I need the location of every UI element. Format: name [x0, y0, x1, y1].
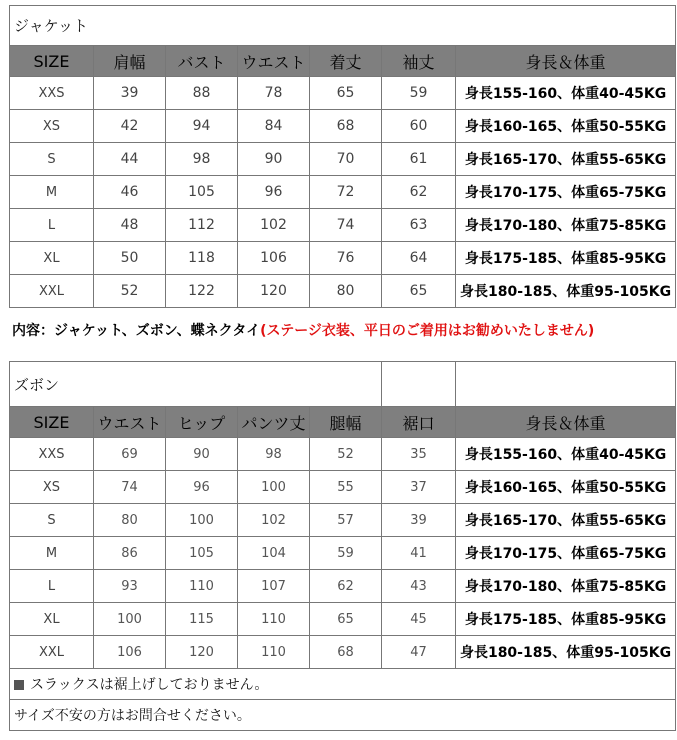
pants-header-row: [10, 407, 676, 438]
thigh-cell: 65: [310, 603, 382, 636]
waist-cell: 80: [94, 504, 166, 537]
shoulder-cell: 39: [94, 77, 166, 110]
shoulder-cell: 48: [94, 209, 166, 242]
hip-cell: 105: [166, 537, 238, 570]
hip-cell: 115: [166, 603, 238, 636]
waist-cell: 106: [94, 636, 166, 669]
table-row: [10, 603, 676, 636]
jacket-header-bust: バスト: [166, 46, 238, 77]
length-cell: 72: [310, 176, 382, 209]
pants-length-cell: 107: [238, 570, 310, 603]
waist-cell: 93: [94, 570, 166, 603]
thigh-cell: 62: [310, 570, 382, 603]
pants-header-hip: ヒップ: [166, 407, 238, 438]
waist-cell: 78: [238, 77, 310, 110]
hip-cell: 100: [166, 504, 238, 537]
pants-size-table: [9, 361, 676, 731]
pants-title-blank-cell: [456, 362, 676, 407]
table-row: [10, 143, 676, 176]
jacket-header-height-weight: 身長＆体重: [456, 46, 676, 77]
table-row: [10, 242, 676, 275]
hip-cell: 110: [166, 570, 238, 603]
size-cell: XXL: [10, 636, 94, 669]
height-weight-cell: 身長155-160、体重40-45KG: [456, 77, 676, 110]
sleeve-cell: 62: [382, 176, 456, 209]
size-cell: XXS: [10, 438, 94, 471]
height-weight-cell: 身長170-180、体重75-85KG: [456, 209, 676, 242]
height-weight-cell: 身長175-185、体重85-95KG: [456, 242, 676, 275]
jacket-header-sleeve: 袖丈: [382, 46, 456, 77]
pants-length-cell: 102: [238, 504, 310, 537]
jacket-header-length: 着丈: [310, 46, 382, 77]
hem-cell: 45: [382, 603, 456, 636]
bust-cell: 88: [166, 77, 238, 110]
table-row: [10, 110, 676, 143]
hip-cell: 90: [166, 438, 238, 471]
table-row: [10, 209, 676, 242]
waist-cell: 90: [238, 143, 310, 176]
bust-cell: 122: [166, 275, 238, 308]
hem-cell: 47: [382, 636, 456, 669]
size-cell: M: [10, 176, 94, 209]
shoulder-cell: 42: [94, 110, 166, 143]
size-cell: XL: [10, 603, 94, 636]
pants-header-thigh: 腿幅: [310, 407, 382, 438]
hip-cell: 96: [166, 471, 238, 504]
size-cell: S: [10, 143, 94, 176]
height-weight-cell: 身長170-175、体重65-75KG: [456, 537, 676, 570]
height-weight-cell: 身長175-185、体重85-95KG: [456, 603, 676, 636]
shoulder-cell: 50: [94, 242, 166, 275]
stage-warning-text: (ステージ衣装、平日のご着用はお勧めいたしません): [260, 323, 595, 339]
size-cell: XS: [10, 110, 94, 143]
thigh-cell: 68: [310, 636, 382, 669]
jacket-title: ジャケット: [10, 6, 676, 46]
table-row: [10, 570, 676, 603]
sleeve-cell: 61: [382, 143, 456, 176]
square-bullet-icon: [14, 680, 24, 690]
waist-cell: 86: [94, 537, 166, 570]
waist-cell: 96: [238, 176, 310, 209]
jacket-size-table: [9, 5, 676, 308]
sleeve-cell: 65: [382, 275, 456, 308]
height-weight-cell: 身長160-165、体重50-55KG: [456, 110, 676, 143]
pants-length-cell: 110: [238, 636, 310, 669]
height-weight-cell: 身長180-185、体重95-105KG: [456, 636, 676, 669]
hem-cell: 43: [382, 570, 456, 603]
pants-title-blank-cell: [382, 362, 456, 407]
length-cell: 65: [310, 77, 382, 110]
height-weight-cell: 身長160-165、体重50-55KG: [456, 471, 676, 504]
height-weight-cell: 身長170-180、体重75-85KG: [456, 570, 676, 603]
pants-length-cell: 104: [238, 537, 310, 570]
contents-note: [12, 320, 672, 340]
height-weight-cell: 身長155-160、体重40-45KG: [456, 438, 676, 471]
table-row: [10, 537, 676, 570]
shoulder-cell: 44: [94, 143, 166, 176]
hip-cell: 120: [166, 636, 238, 669]
thigh-cell: 55: [310, 471, 382, 504]
pants-length-cell: 110: [238, 603, 310, 636]
thigh-cell: 59: [310, 537, 382, 570]
bust-cell: 98: [166, 143, 238, 176]
table-row: [10, 176, 676, 209]
length-cell: 68: [310, 110, 382, 143]
table-row: [10, 471, 676, 504]
sleeve-cell: 60: [382, 110, 456, 143]
waist-cell: 102: [238, 209, 310, 242]
pants-length-cell: 100: [238, 471, 310, 504]
table-row: [10, 504, 676, 537]
size-cell: XL: [10, 242, 94, 275]
waist-cell: 120: [238, 275, 310, 308]
sleeve-cell: 63: [382, 209, 456, 242]
height-weight-cell: 身長165-170、体重55-65KG: [456, 143, 676, 176]
table-row: [10, 275, 676, 308]
length-cell: 70: [310, 143, 382, 176]
waist-cell: 106: [238, 242, 310, 275]
sleeve-cell: 59: [382, 77, 456, 110]
bust-cell: 118: [166, 242, 238, 275]
size-cell: S: [10, 504, 94, 537]
length-cell: 76: [310, 242, 382, 275]
hem-cell: 39: [382, 504, 456, 537]
table-row: [10, 77, 676, 110]
hem-cell: 41: [382, 537, 456, 570]
length-cell: 74: [310, 209, 382, 242]
slacks-hem-note: [10, 669, 676, 700]
thigh-cell: 57: [310, 504, 382, 537]
slacks-hem-note-text: スラックスは裾上げしておりません。: [30, 677, 269, 693]
size-cell: XS: [10, 471, 94, 504]
pants-header-length: パンツ丈: [238, 407, 310, 438]
contact-note: サイズ不安の方はお問合せください。: [10, 700, 676, 731]
waist-cell: 84: [238, 110, 310, 143]
pants-length-cell: 98: [238, 438, 310, 471]
bust-cell: 105: [166, 176, 238, 209]
pants-header-size: SIZE: [10, 407, 94, 438]
length-cell: 80: [310, 275, 382, 308]
waist-cell: 100: [94, 603, 166, 636]
jacket-header-waist: ウエスト: [238, 46, 310, 77]
size-cell: M: [10, 537, 94, 570]
shoulder-cell: 52: [94, 275, 166, 308]
pants-header-hem: 裾口: [382, 407, 456, 438]
pants-title: ズボン: [10, 362, 382, 407]
table-row: [10, 636, 676, 669]
size-cell: XXS: [10, 77, 94, 110]
table-row: [10, 438, 676, 471]
thigh-cell: 52: [310, 438, 382, 471]
height-weight-cell: 身長165-170、体重55-65KG: [456, 504, 676, 537]
bust-cell: 94: [166, 110, 238, 143]
pants-header-waist: ウエスト: [94, 407, 166, 438]
shoulder-cell: 46: [94, 176, 166, 209]
size-cell: XXL: [10, 275, 94, 308]
waist-cell: 74: [94, 471, 166, 504]
waist-cell: 69: [94, 438, 166, 471]
hem-cell: 35: [382, 438, 456, 471]
hem-cell: 37: [382, 471, 456, 504]
jacket-header-row: [10, 46, 676, 77]
height-weight-cell: 身長180-185、体重95-105KG: [456, 275, 676, 308]
bust-cell: 112: [166, 209, 238, 242]
height-weight-cell: 身長170-175、体重65-75KG: [456, 176, 676, 209]
sleeve-cell: 64: [382, 242, 456, 275]
size-cell: L: [10, 209, 94, 242]
size-cell: L: [10, 570, 94, 603]
jacket-header-size: SIZE: [10, 46, 94, 77]
contents-text: 内容：ジャケット、ズボン、蝶ネクタイ: [12, 323, 261, 339]
pants-header-height-weight: 身長＆体重: [456, 407, 676, 438]
jacket-header-shoulder: 肩幅: [94, 46, 166, 77]
